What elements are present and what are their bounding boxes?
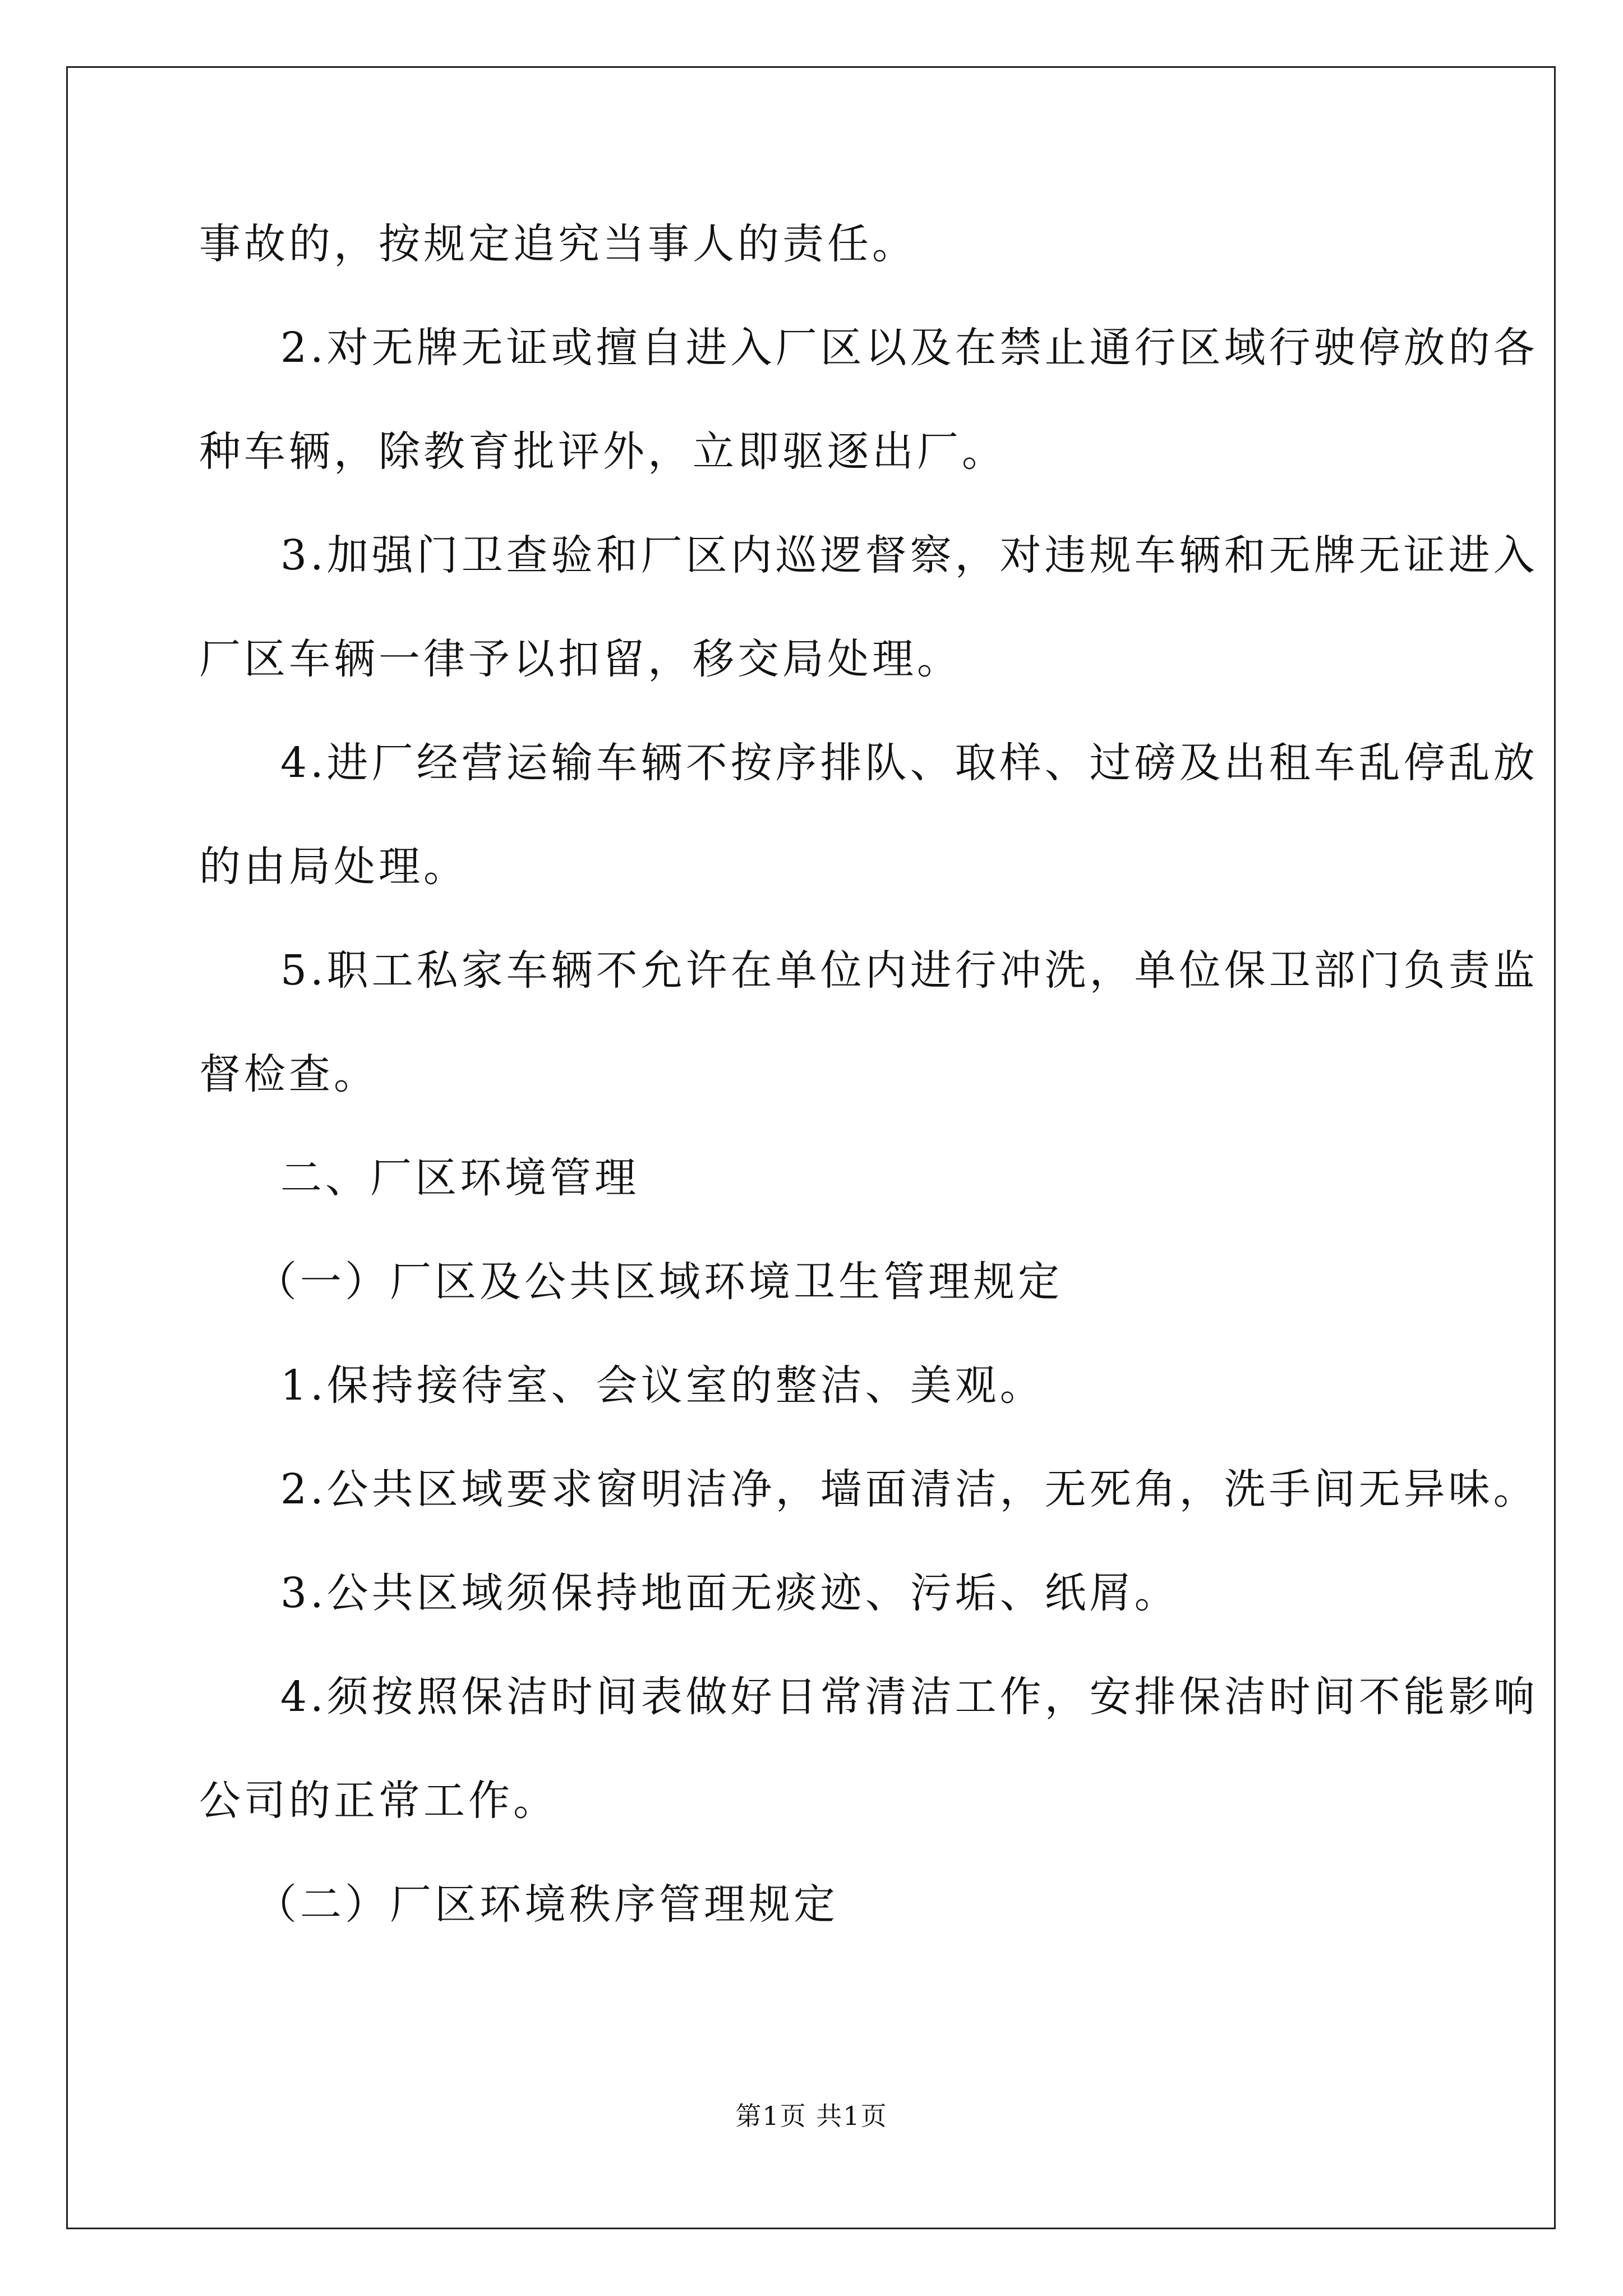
text-line-14: 3.公共区域须保持地面无痰迹、污垢、纸屑。 [280, 1569, 1179, 1617]
text-line-2: 2.对无牌无证或擅自进入厂区以及在禁止通行区域行驶停放的各 [280, 324, 1538, 372]
text-line-3: 种车辆，除教育批评外，立即驱逐出厂。 [199, 427, 1007, 476]
text-line-6: 4.进厂经营运输车辆不按序排队、取样、过磅及出租车乱停乱放 [280, 739, 1538, 787]
text-line-8: 5.职工私家车辆不允许在单位内进行冲洗，单位保卫部门负责监 [280, 946, 1538, 995]
text-line-1: 事故的，按规定追究当事人的责任。 [199, 220, 917, 268]
text-line-7: 的由局处理。 [199, 843, 468, 891]
text-line-5: 厂区车辆一律予以扣留，移交局处理。 [199, 635, 962, 683]
text-line-16: 公司的正常工作。 [199, 1777, 558, 1825]
section-heading: 二、厂区环境管理 [280, 1154, 639, 1202]
subsection-heading-1: （一）厂区及公共区域环境卫生管理规定 [255, 1258, 1063, 1306]
text-line-4: 3.加强门卫查验和厂区内巡逻督察，对违规车辆和无牌无证进入 [280, 531, 1538, 579]
text-line-13: 2.公共区域要求窗明洁净，墙面清洁，无死角，洗手间无异味。 [280, 1465, 1538, 1513]
text-line-12: 1.保持接待室、会议室的整洁、美观。 [280, 1361, 1045, 1410]
text-line-15: 4.须按照保洁时间表做好日常清洁工作，安排保洁时间不能影响 [280, 1673, 1538, 1721]
page-footer: 第1页 共1页 [735, 2101, 888, 2131]
subsection-heading-2: （二）厂区环境秩序管理规定 [255, 1880, 838, 1929]
text-line-9: 督检查。 [199, 1050, 379, 1098]
